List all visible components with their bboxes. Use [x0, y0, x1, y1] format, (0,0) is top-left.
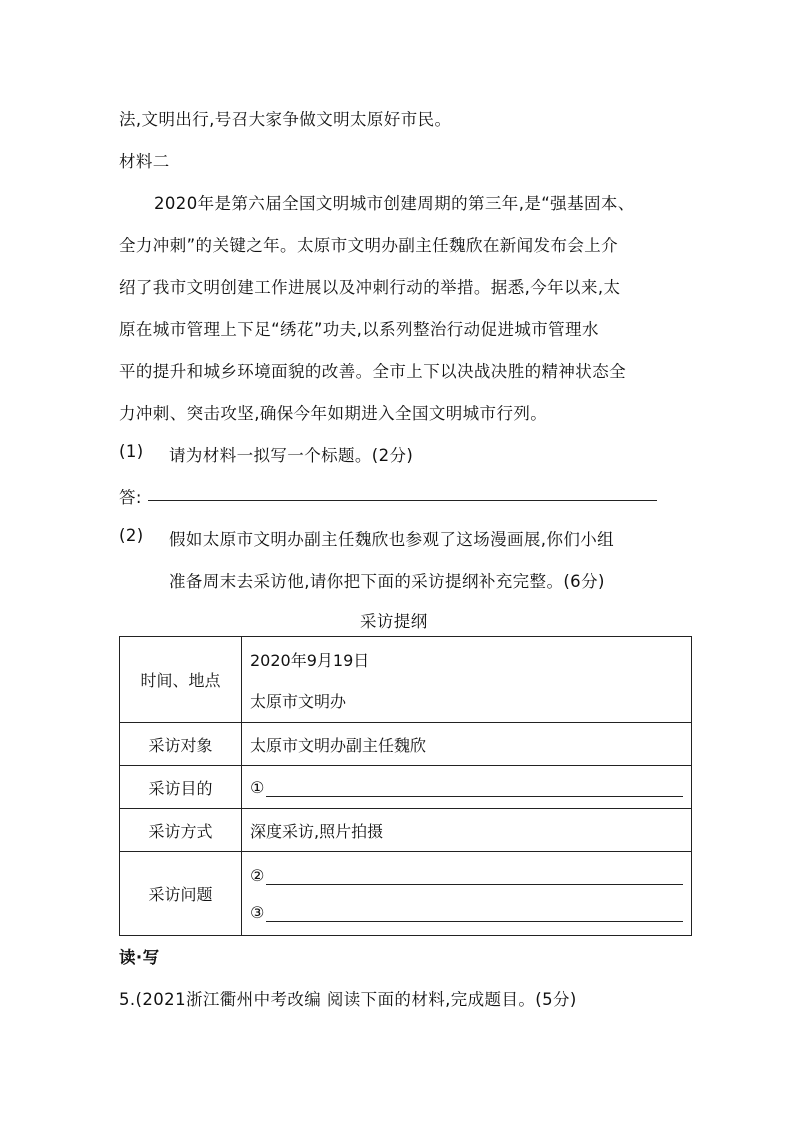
question-2-text: 准备周末去采访他,请你把下面的采访提纲补充完整。(6分) — [169, 572, 605, 591]
date-text: 2020年9月19日 — [250, 650, 370, 670]
answer-label: 答: — [119, 488, 142, 507]
answer-line[interactable] — [148, 500, 657, 501]
paragraph-line: 法,文明出行,号召大家争做文明太原好市民。 — [119, 110, 452, 129]
question-1-text: 请为材料一拟写一个标题。(2分) — [169, 446, 414, 465]
row-value: 深度采访,照片拍摄 — [242, 809, 692, 852]
row-value: 太原市文明办副主任魏欣 — [242, 723, 692, 766]
paragraph-line: 绍了我市文明创建工作进展以及冲刺行动的举措。据悉,今年以来,太 — [119, 278, 621, 297]
blank-marker: ② — [250, 865, 265, 885]
row-label: 时间、地点 — [120, 637, 242, 723]
row-label: 采访目的 — [120, 766, 242, 809]
paragraph-line: 2020年是第六届全国文明城市创建周期的第三年,是“强基固本、 — [154, 194, 635, 213]
fill-in-line[interactable] — [266, 782, 683, 797]
fill-in-line[interactable] — [266, 870, 683, 885]
blank-row — [250, 778, 691, 797]
table-row — [120, 852, 692, 936]
blank-row — [250, 903, 691, 922]
fill-in-line[interactable] — [266, 907, 683, 922]
question-1-number: (1) — [119, 442, 144, 461]
interview-outline-table — [119, 636, 692, 936]
place-text: 太原市文明办 — [250, 691, 347, 711]
question-2-number: (2) — [119, 526, 144, 545]
row-value — [242, 852, 692, 936]
paragraph-line: 原在城市管理上下足“绣花”功夫,以系列整治行动促进城市管理水 — [119, 320, 599, 339]
section-heading: 读·写 — [119, 948, 160, 967]
row-label: 采访对象 — [120, 723, 242, 766]
table-row — [120, 766, 692, 809]
question-5-text: 5.(2021浙江衢州中考改编 阅读下面的材料,完成题目。(5分) — [119, 990, 577, 1009]
row-label: 采访方式 — [120, 809, 242, 852]
material-two-title: 材料二 — [119, 152, 170, 171]
blank-marker: ① — [250, 777, 265, 797]
question-2-text: 假如太原市文明办副主任魏欣也参观了这场漫画展,你们小组 — [169, 530, 615, 549]
row-value — [242, 766, 692, 809]
table-row — [120, 809, 692, 852]
row-value — [242, 637, 692, 723]
outline-title: 采访提纲 — [360, 612, 428, 631]
paragraph-line: 全力冲刺”的关键之年。太原市文明办副主任魏欣在新闻发布会上介 — [119, 236, 619, 255]
table-row — [120, 723, 692, 766]
paragraph-line: 力冲刺、突击攻坚,确保今年如期进入全国文明城市行列。 — [119, 404, 548, 423]
blank-row — [250, 866, 691, 885]
blank-marker: ③ — [250, 902, 265, 922]
table-row — [120, 637, 692, 723]
row-label: 采访问题 — [120, 852, 242, 936]
paragraph-line: 平的提升和城乡环境面貌的改善。全市上下以决战决胜的精神状态全 — [119, 362, 626, 381]
